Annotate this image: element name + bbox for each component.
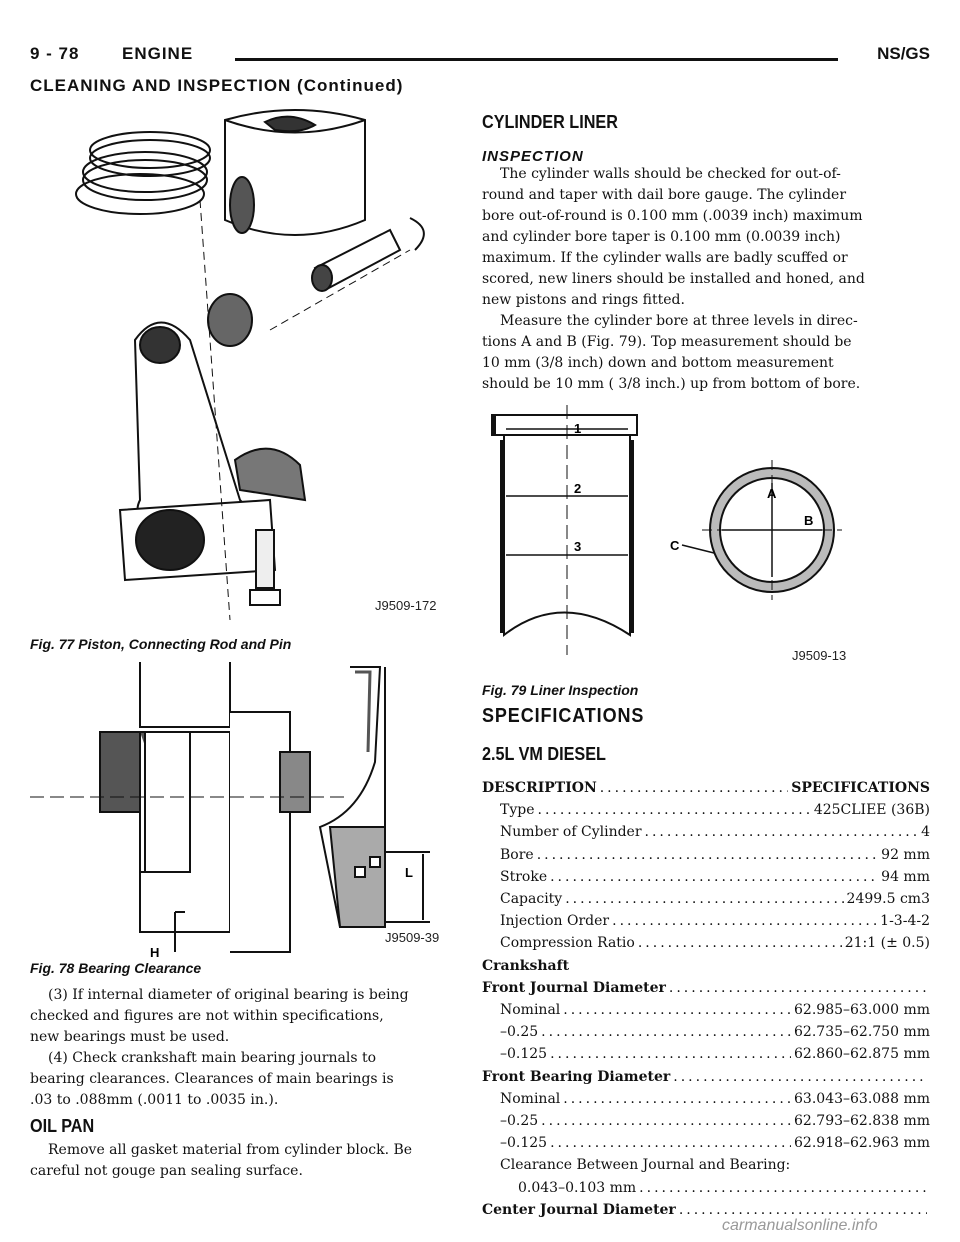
spec-leader [538,802,811,818]
figure-78-id: J9509-39 [385,930,440,945]
figure-liner-inspection [482,405,922,680]
spec-value: 92 mm [881,846,930,863]
text-line: careful not gouge pan sealing surface. [30,1163,303,1179]
cylinder-liner-heading: CYLINDER LINER [482,112,618,132]
spec-leader [669,980,927,996]
spec-leader [600,780,788,796]
text-line: tions A and B (Fig. 79). Top measurement should be [482,334,852,350]
spec-label: Clearance Between Journal and Bearing: [500,1157,791,1174]
text-line: should be 10 mm ( 3/8 inch.) up from bottom of bore. [482,376,861,392]
spec-leader [612,913,877,929]
paragraph-3 [30,985,462,1048]
text-line: bearing clearances. Clearances of main bearings is [30,1071,394,1087]
figure-79-label-a: A [767,486,777,501]
spec-leader [550,869,878,885]
spec-label: –0.25 [500,1024,539,1041]
spec-row [482,1135,930,1157]
text-line: new bearings must be used. [30,1029,230,1045]
header-rule [235,58,838,61]
spec-row [482,1024,930,1046]
text-line: bore out-of-round is 0.100 mm (.0039 inch) maximum [482,208,863,224]
spec-row [482,913,930,935]
spec-leader [563,1002,791,1018]
text-line: 10 mm (3/8 inch) down and bottom measurement [482,355,834,371]
spec-leader [563,1091,791,1107]
spec-value: 62.860–62.875 mm [794,1046,930,1063]
spec-leader [645,824,919,840]
section-title: CLEANING AND INSPECTION (Continued) [30,76,404,95]
spec-row [482,1180,930,1202]
spec-leader [537,847,878,863]
spec-leader [541,1113,791,1129]
spec-row [482,847,930,869]
spec-row [482,891,930,913]
text-line: Measure the cylinder bore at three levels in direc- [500,313,858,329]
text-line: (3) If internal diameter of original bearing is being [48,987,409,1003]
spec-label: Type [500,802,535,819]
spec-value: 62.735–62.750 mm [794,1024,930,1041]
spec-leader [565,891,843,907]
figure-79-label-1: 1 [574,421,582,436]
spec-value: 62.918–62.963 mm [794,1135,930,1152]
spec-value: 62.793–62.838 mm [794,1113,930,1129]
figure-79-label-3: 3 [574,539,582,554]
spec-value: 62.985–63.000 mm [794,1002,930,1018]
figure-79-label-c: C [670,538,680,553]
oil-pan-paragraph [30,1140,462,1182]
spec-row [482,935,930,957]
spec-row [482,1069,930,1091]
figure-piston-rod [60,100,460,625]
text-line: new pistons and rings fitted. [482,292,685,308]
text-line: Remove all gasket material from cylinder block. Be [48,1142,413,1158]
spec-leader [541,1024,791,1040]
spec-label: Front Bearing Diameter [482,1068,671,1085]
spec-value: 425CLIEE (36B) [813,802,930,819]
spec-row [482,869,930,891]
spec-value: 63.043–63.088 mm [794,1090,930,1107]
spec-label: Capacity [500,891,563,907]
spec-value: 2499.5 cm3 [846,891,930,907]
spec-value: 94 mm [881,868,930,885]
figure-78-label-l: L [405,865,413,880]
spec-leader [673,1069,927,1085]
inspection-paragraph-1 [482,164,930,311]
figure-77-id: J9509-172 [375,598,437,613]
spec-value: 1-3-4-2 [880,913,930,930]
spec-leader [550,1046,791,1062]
spec-row [482,958,930,980]
spec-label: –0.125 [500,1135,548,1152]
text-line: scored, new liners should be installed and honed, and [482,271,865,287]
spec-label: Compression Ratio [500,935,635,952]
inspection-heading: INSPECTION [482,148,584,165]
engine-heading: 2.5L VM DIESEL [482,744,606,764]
watermark: carmanualsonline.info [722,1217,878,1234]
spec-row [482,780,930,802]
figure-79-label-b: B [804,513,814,528]
spec-label: Crankshaft [482,957,570,974]
spec-row [482,1046,930,1068]
text-line: maximum. If the cylinder walls are badly scuffed or [482,250,848,266]
text-line: checked and figures are not within specifications, [30,1008,384,1024]
spec-leader [679,1202,927,1218]
page-header [30,44,930,74]
figure-79-caption: Fig. 79 Liner Inspection [482,682,639,698]
spec-label: Bore [500,846,534,863]
spec-label: Nominal [500,1090,561,1107]
text-line: .03 to .088mm (.0011 to .0035 in.). [30,1092,279,1108]
figure-79-label-2: 2 [574,481,582,496]
inspection-paragraph-2 [482,311,930,395]
spec-row [482,1157,930,1179]
figure-79-id: J9509-13 [792,648,847,663]
spec-row [482,980,930,1002]
spec-leader [550,1135,791,1151]
spec-label: –0.25 [500,1113,539,1129]
spec-label: Nominal [500,1002,561,1018]
text-line: round and taper with dail bore gauge. The cylinder [482,187,847,203]
spec-label: Center Journal Diameter [482,1201,676,1218]
spec-row [482,802,930,824]
page-number: 9 - 78 [30,44,80,63]
spec-label: Front Journal Diameter [482,979,666,996]
figure-78-label-h: H [150,945,160,960]
specifications-heading: SPECIFICATIONS [482,705,645,727]
spec-label: 0.043–0.103 mm [518,1179,637,1196]
text-line: and cylinder bore taper is 0.100 mm (0.0039 inch) [482,229,841,245]
spec-label: DESCRIPTION [482,780,597,796]
section-name: ENGINE [122,44,194,63]
figure-78-caption: Fig. 78 Bearing Clearance [30,960,202,976]
spec-leader [639,1180,927,1196]
spec-label: Injection Order [500,913,610,930]
spec-value: 4 [921,824,930,841]
paragraph-4 [30,1048,462,1111]
oil-pan-heading: OIL PAN [30,1116,95,1136]
spec-label: –0.125 [500,1046,548,1063]
model-code: NS/GS [877,44,930,63]
text-line: The cylinder walls should be checked for out-of- [500,166,841,182]
figure-bearing-clearance [30,662,460,960]
spec-row [482,1091,930,1113]
spec-value: SPECIFICATIONS [791,780,930,796]
spec-leader [638,935,842,951]
spec-row [482,1113,930,1135]
spec-value: 21:1 (± 0.5) [844,935,930,952]
figure-77-caption: Fig. 77 Piston, Connecting Rod and Pin [30,636,292,652]
text-line: (4) Check crankshaft main bearing journals to [48,1050,377,1066]
spec-label: Stroke [500,868,548,885]
spec-row [482,1002,930,1024]
spec-label: Number of Cylinder [500,824,642,841]
spec-row [482,824,930,846]
